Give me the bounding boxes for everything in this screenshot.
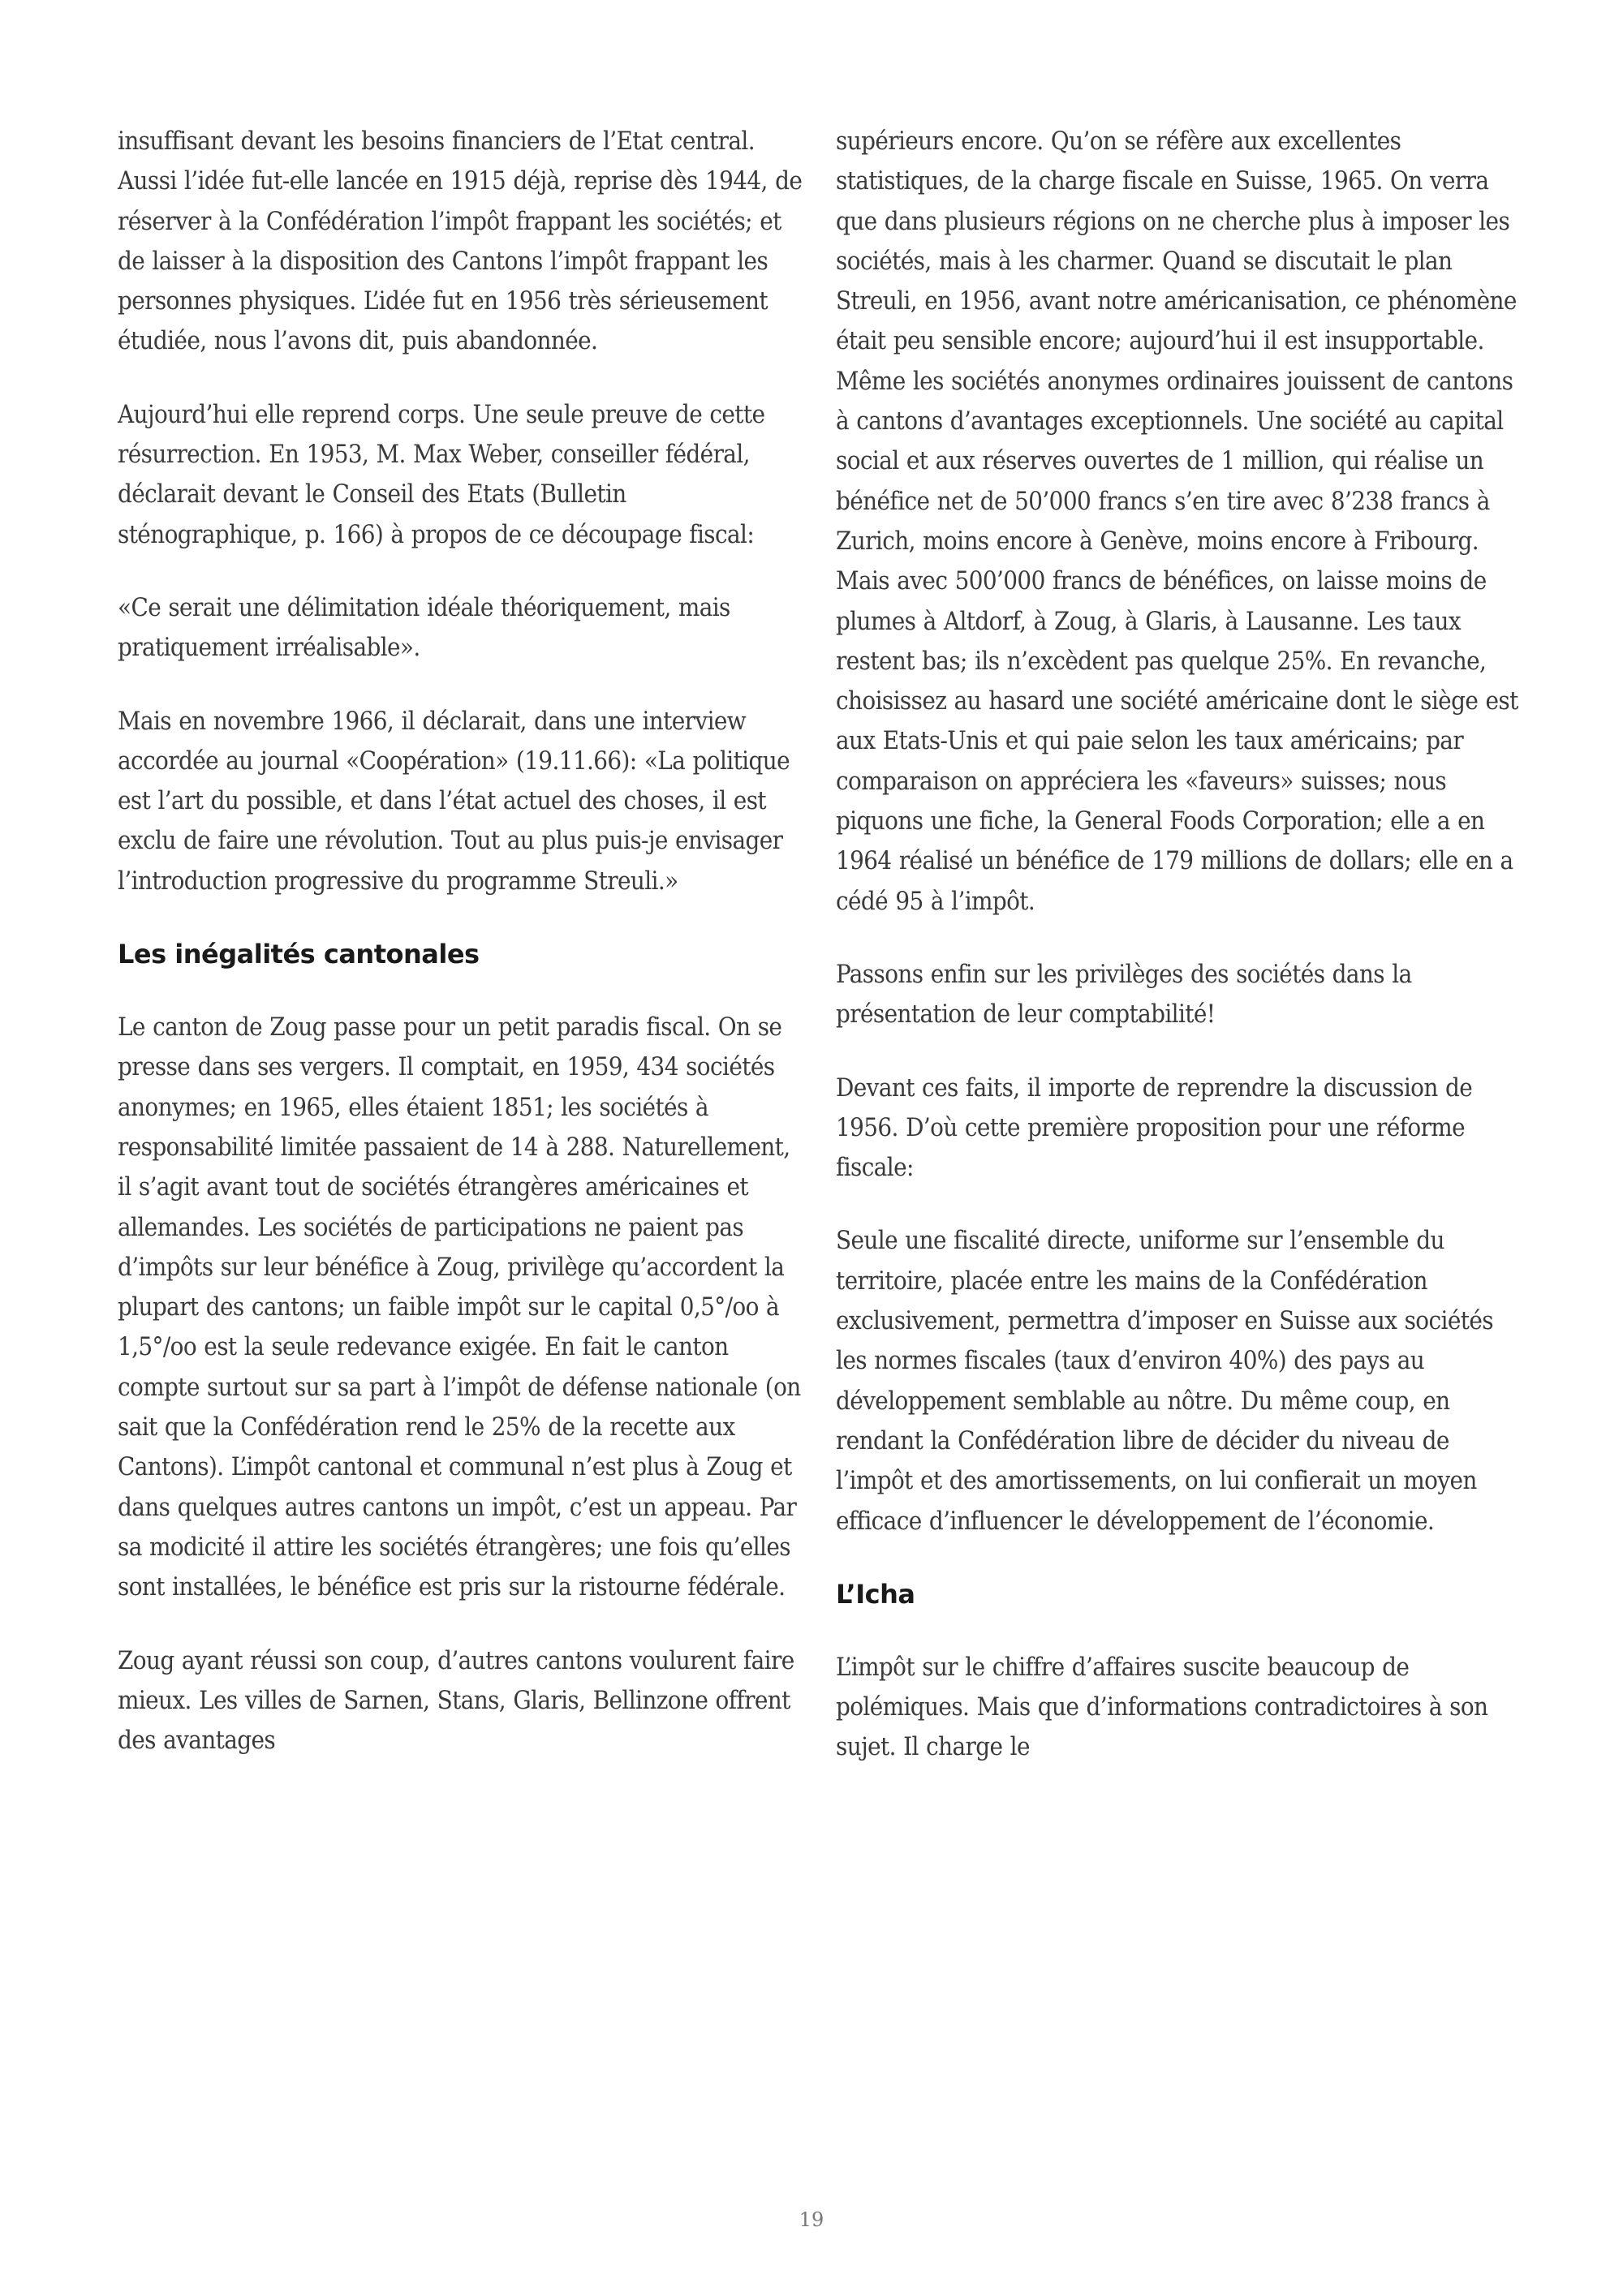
paragraph: Passons enfin sur les privilèges des sociétés dans la présentation de leur comptabilité! [836,959,1412,1030]
quote-paragraph: «Ce serait une délimitation idéale théoriquement, mais pratiquement irréalisable». [118,592,730,663]
paragraph: Devant ces faits, il importe de reprendre la discussion de 1956. D’où cette première proposition pour une réforme fiscale: [836,1073,1473,1183]
paragraph: supérieurs encore. Qu’on se réfère aux excellentes statistiques, de la charge fiscale en Suisse, 1965. On verra que dans plusieurs régions on ne cherche plus à imposer les sociétés, mais à les charmer. Quand se discutait le plan Streuli, en 1956, avant notre américanisation, ce phénomène était peu sensible encore; aujourd’hui il est insupportable. Même les sociétés anonymes ordinaires jouissent de cantons à cantons d’avantages exceptionnels. Une société au capital social et aux réserves ouvertes de 1 million, qui réalise un bénéfice net de 50’000 francs s’en tire avec 8’238 francs à Zurich, moins encore à Genève, moins encore à Fribourg. Mais avec 500’000 francs de bénéfices, on laisse moins de plumes à Altdorf, à Zoug, à Glaris, à Lausanne. Les taux restent bas; ils n’excèdent pas quelque 25%. En revanche, choisissez au hasard une société américaine dont le siège est aux Etats-Unis et qui paie selon les taux américains; par comparaison on appréciera les «faveurs» suisses; nous piquons une fiche, la General Foods Corporation; elle a en 1964 réalisé un bénéfice de 179 millions de dollars; elle en a cédé 95 à l’impôt. [836,127,1518,916]
paragraph: Mais en novembre 1966, il déclarait, dans une interview accordée au journal «Coopération» (19.11.66): «La politique est l’art du possible, et dans l’état actuel des choses, il est exclu de faire une révolution. Tout au plus puis-je envisager l’introduction progressive du programme Streuli.» [118,706,790,896]
paragraph: Seule une fiscalité directe, uniforme sur l’ensemble du territoire, placée entre les mains de la Confédération exclusivement, permettra d’imposer en Suisse aux sociétés les normes fiscales (taux d’environ 40%) des pays au développement semblable au nôtre. Du même coup, en rendant la Confédération libre de décider du niveau de l’impôt et des amortissements, on lui confierait un moyen efficace d’influencer le développement de l’économie. [836,1226,1493,1536]
paragraph: Aujourd’hui elle reprend corps. Une seule preuve de cette résurrection. En 1953, M. Max Weber, conseiller fédéral, déclarait devant le Conseil des Etats (Bulletin sténographique, p. 166) à propos de ce découpage fiscal: [118,399,765,549]
paragraph: Le canton de Zoug passe pour un petit paradis fiscal. On se presse dans ses vergers. Il comptait, en 1959, 434 sociétés anonymes; en 1965, elles étaient 1851; les sociétés à responsabilité limitée passaient de 14 à 288. Naturellement, il s’agit avant tout de sociétés étrangères américaines et allemandes. Les sociétés de participations ne paient pas d’impôts sur leur bénéfice à Zoug, privilège qu’accordent la plupart des cantons; un faible impôt sur le capital 0,5°/oo à 1,5°/oo est la seule redevance exigée. En fait le canton compte surtout sur sa part à l’impôt de défense nationale (on sait que la Confédération rend le 25% de la recette aux Cantons). L’impôt cantonal et communal n’est plus à Zoug et dans quelques autres cantons un impôt, c’est un appeau. Par sa modicité il attire les sociétés étrangères; une fois qu’elles sont installées, le bénéfice est pris sur la ristourne fédérale. [118,1013,801,1602]
paragraph: Zoug ayant réussi son coup, d’autres cantons voulurent faire mieux. Les villes de Sarnen, Stans, Glaris, Bellinzone offrent des avantages [118,1645,794,1756]
page-number: 19 [799,2208,824,2231]
paragraph: insuffisant devant les besoins financiers de l’Etat central. Aussi l’idée fut-elle lancée en 1915 déjà, reprise dès 1944, de réserver à la Confédération l’impôt frappant les sociétés; et de laisser à la disposition des Cantons l’impôt frappant les personnes physiques. L’idée fut en 1956 très sérieusement étudiée, nous l’avons dit, puis abandonnée. [118,127,803,356]
section-heading: Les inégalités cantonales [118,939,480,970]
section-heading: L’Icha [836,1578,915,1610]
right-column [836,122,1522,1801]
left-column [118,122,803,1794]
paragraph: L’impôt sur le chiffre d’affaires suscite beaucoup de polémiques. Mais que d’informations contradictoires à son sujet. Il charge le [836,1652,1488,1762]
